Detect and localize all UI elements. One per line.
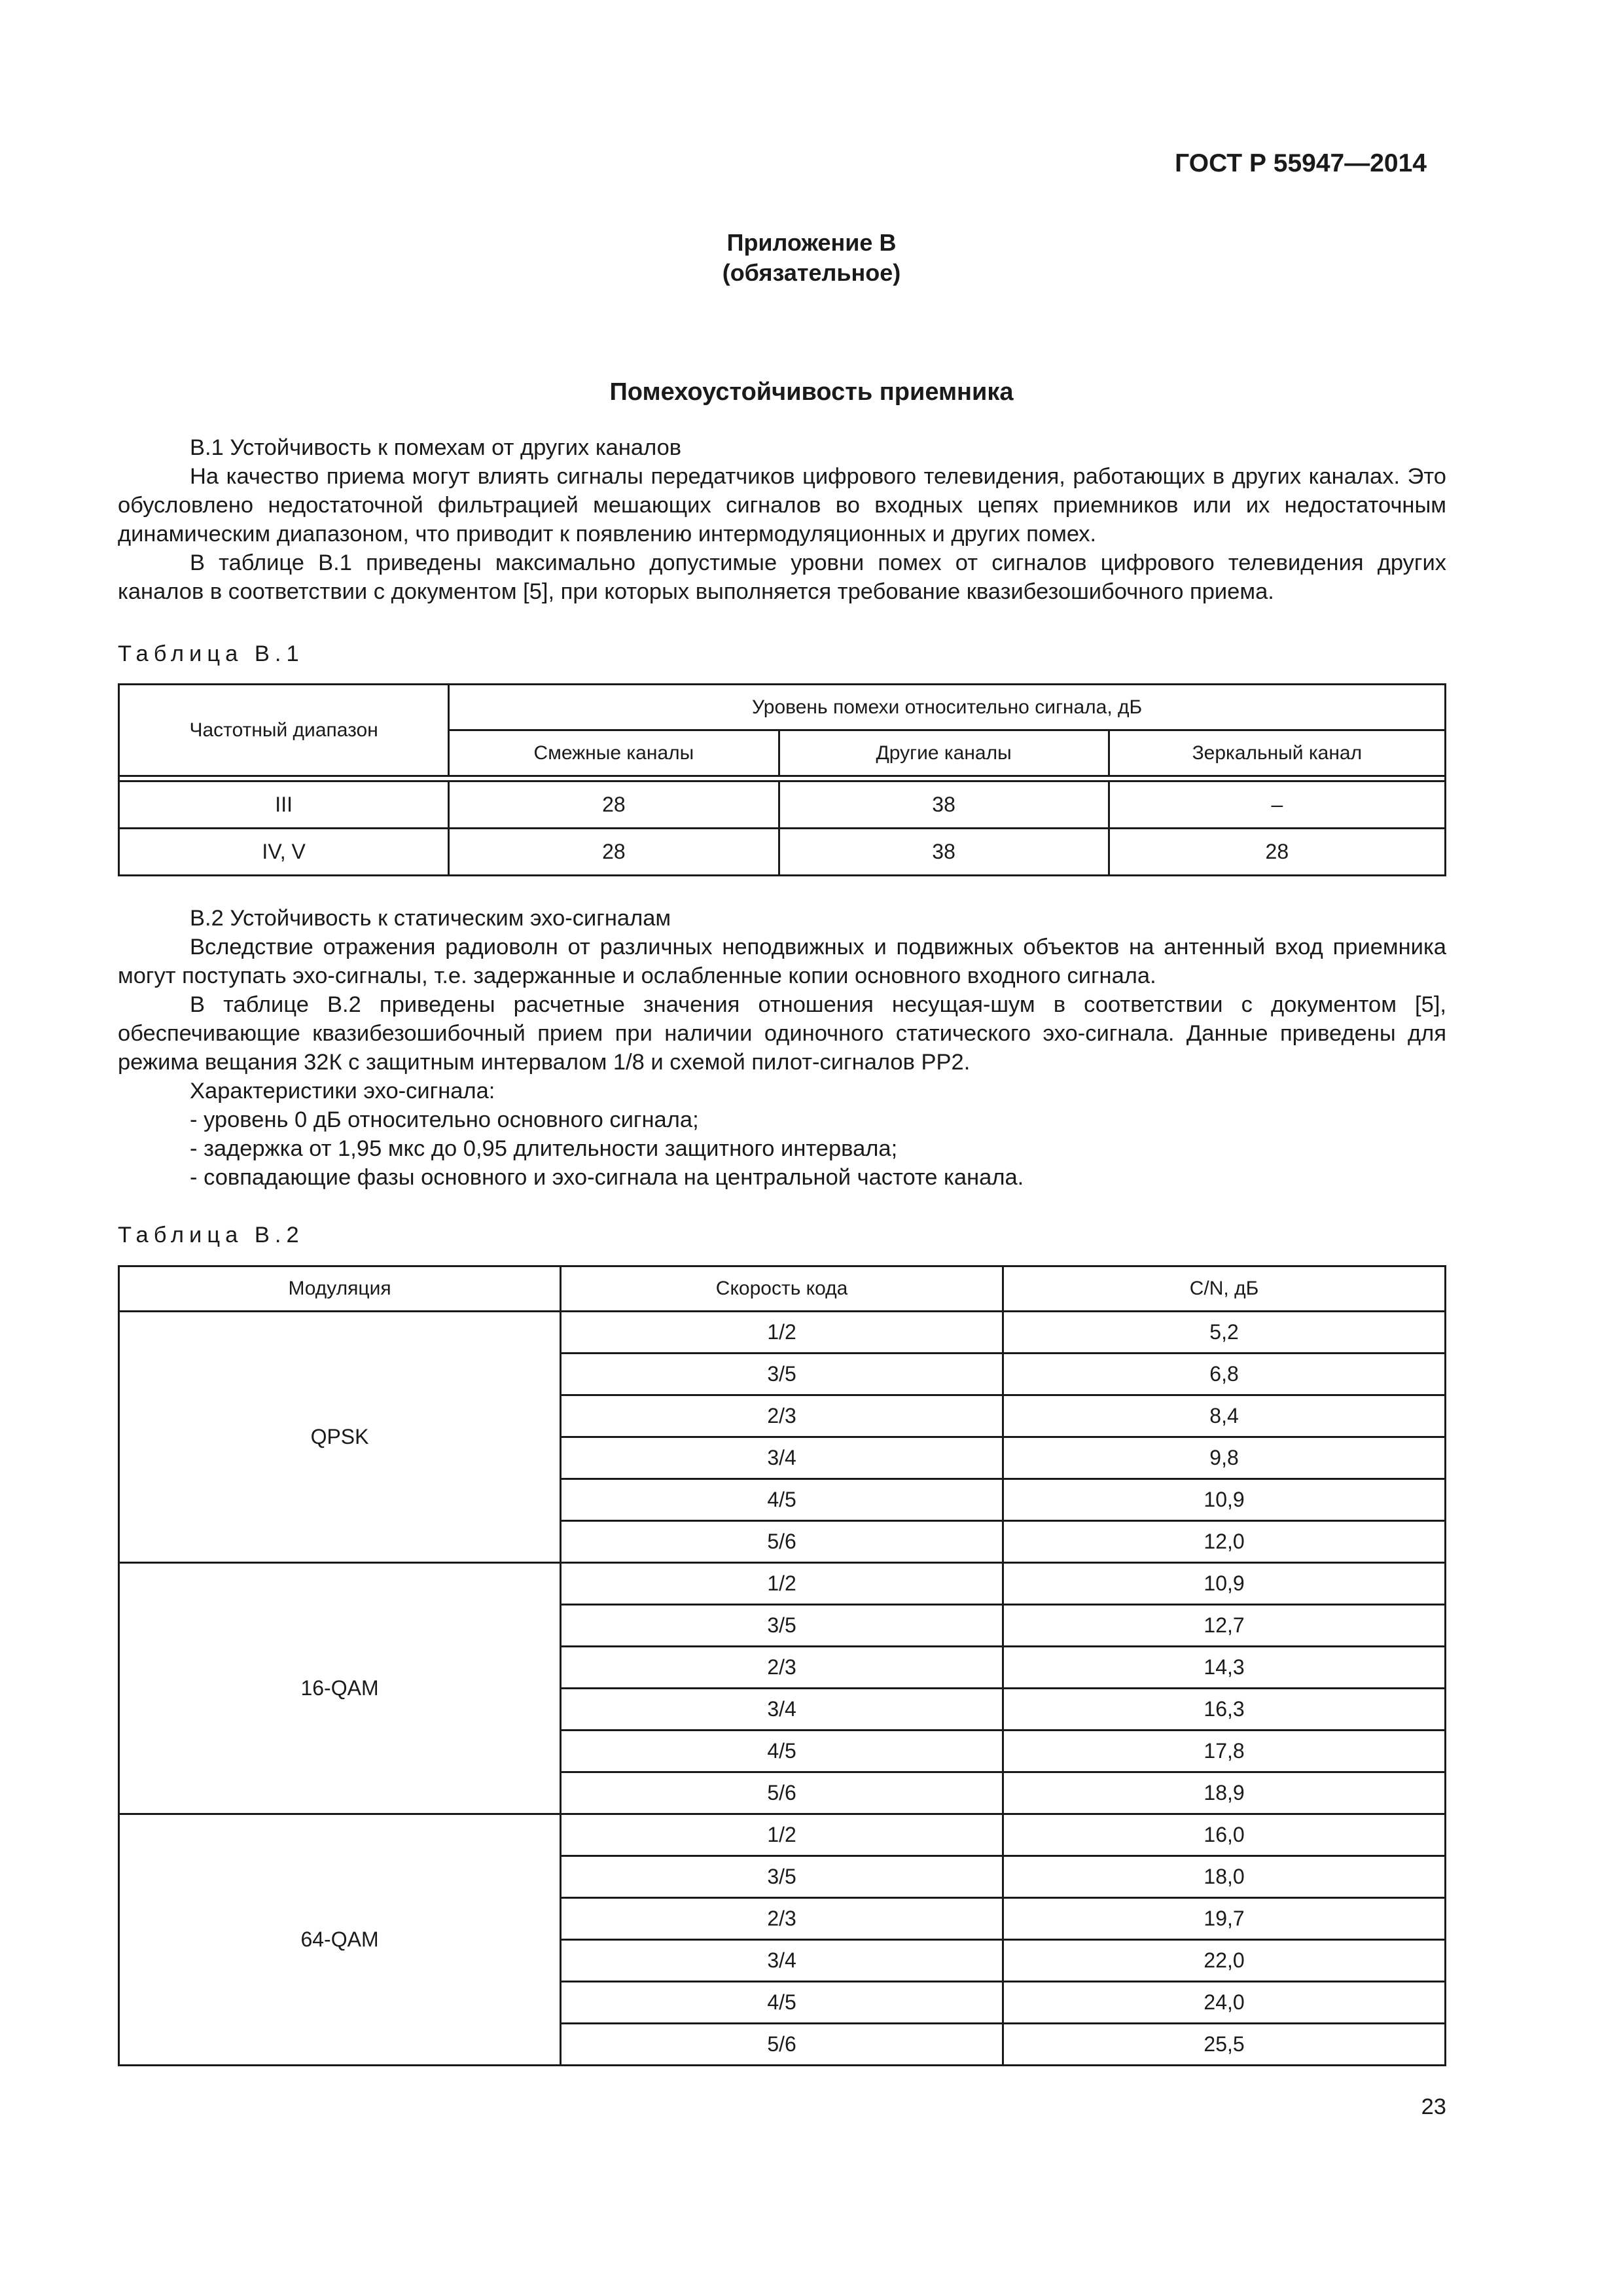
code-rate-cell: 5/6 [561,1772,1003,1814]
cn-cell: 24,0 [1003,1982,1446,2024]
section-b2-text [118,904,1446,1192]
table-b2-header-rate: Скорость кода [561,1266,1003,1312]
code-rate-cell: 3/5 [561,1856,1003,1898]
cn-cell: 12,7 [1003,1605,1446,1647]
code-rate-cell: 1/2 [561,1814,1003,1856]
cn-cell: 10,9 [1003,1563,1446,1605]
table-b1-header-range: Частотный диапазон [119,685,449,776]
cn-cell: 22,0 [1003,1940,1446,1982]
code-rate-cell: 4/5 [561,1731,1003,1772]
code-rate-cell: 2/3 [561,1647,1003,1689]
cn-cell: 19,7 [1003,1898,1446,1940]
table-row: III 28 38 – [119,781,1446,829]
code-rate-cell: 3/4 [561,1689,1003,1731]
table-b1-header-level: Уровень помехи относительно сигнала, дБ [449,685,1446,730]
annex-title: Приложение В [726,229,897,256]
section-title: Помехоустойчивость приемника [609,378,1014,406]
table-b2 [118,1265,1446,2066]
list-item: - уровень 0 дБ относительно основного сигнала; [190,1107,699,1132]
list-item: - совпадающие фазы основного и эхо-сигнала на центральной частоте канала. [190,1165,1024,1190]
code-rate-cell: 5/6 [561,1521,1003,1563]
document-code: ГОСТ Р 55947—2014 [1175,149,1427,177]
cn-cell: 5,2 [1003,1312,1446,1354]
cn-cell: 12,0 [1003,1521,1446,1563]
cn-cell: 14,3 [1003,1647,1446,1689]
code-rate-cell: 3/4 [561,1940,1003,1982]
section-b1-text [118,433,1446,606]
cn-cell: 17,8 [1003,1731,1446,1772]
table-b1-header-mirror: Зеркальный канал [1109,730,1445,776]
table-b2-caption: Таблица В.2 [118,1223,304,1247]
paragraph: На качество приема могут влиять сигналы передатчиков цифрового телевидения, работающих в других каналах. Это обусловлено недостаточной фильтрацией мешающих сигналов во входных цепях приемников или их недостаточным динамическим диапазоном, что приводит к появлению интермодуляционных и других помех. [118,464,1446,547]
code-rate-cell: 3/5 [561,1605,1003,1647]
page-number: 23 [1421,2094,1446,2119]
cn-cell: 16,0 [1003,1814,1446,1856]
clause-b1-heading: В.1 Устойчивость к помехам от других каналов [190,435,682,460]
cn-cell: 10,9 [1003,1479,1446,1521]
cn-cell: 18,0 [1003,1856,1446,1898]
table-b2-header-cn: C/N, дБ [1003,1266,1446,1312]
table-b1-header-other: Другие каналы [779,730,1109,776]
table-row [119,1312,1446,1354]
paragraph: Характеристики эхо-сигнала: [190,1079,495,1103]
cn-cell: 25,5 [1003,2024,1446,2066]
cn-cell: 8,4 [1003,1395,1446,1437]
code-rate-cell: 2/3 [561,1395,1003,1437]
table-b1-header-adjacent: Смежные каналы [449,730,779,776]
table-row [119,1814,1446,1856]
paragraph: В таблице В.2 приведены расчетные значения отношения несущая-шум в соответствии с документом [5], обеспечивающие квазибезошибочный прием при наличии одиночного статического эхо-сигнала. Данные приведены для режима вещания 32К с защитным интервалом 1/8 и схемой пилот-сигналов PP2. [118,992,1446,1075]
table-b1-caption: Таблица В.1 [118,641,304,666]
code-rate-cell: 4/5 [561,1982,1003,2024]
code-rate-cell: 5/6 [561,2024,1003,2066]
table-row [119,1563,1446,1605]
paragraph: Вследствие отражения радиоволн от различных неподвижных и подвижных объектов на антенный вход приемника могут поступать эхо-сигналы, т.е. задержанные и ослабленные копии основного входного сигнала. [118,935,1446,988]
list-item: - задержка от 1,95 мкс до 0,95 длительности защитного интервала; [190,1136,898,1161]
cn-cell: 9,8 [1003,1437,1446,1479]
table-b1 [118,683,1446,876]
modulation-cell: 64-QAM [119,1814,561,2066]
modulation-cell: QPSK [119,1312,561,1563]
annex-status: (обязательное) [722,259,901,286]
code-rate-cell: 3/4 [561,1437,1003,1479]
table-b2-header-modulation: Модуляция [119,1266,561,1312]
cn-cell: 16,3 [1003,1689,1446,1731]
code-rate-cell: 2/3 [561,1898,1003,1940]
cn-cell: 6,8 [1003,1354,1446,1395]
code-rate-cell: 1/2 [561,1563,1003,1605]
table-row: IV, V 28 38 28 [119,829,1446,876]
table-b2-body [119,1312,1446,2066]
clause-b2-heading: В.2 Устойчивость к статическим эхо-сигналам [190,906,671,931]
code-rate-cell: 1/2 [561,1312,1003,1354]
modulation-cell: 16-QAM [119,1563,561,1814]
paragraph: В таблице В.1 приведены максимально допустимые уровни помех от сигналов цифрового телевидения других каналов в соответствии с документом [5], при которых выполняется требование квазибезошибочного приема. [118,550,1446,604]
cn-cell: 18,9 [1003,1772,1446,1814]
code-rate-cell: 3/5 [561,1354,1003,1395]
code-rate-cell: 4/5 [561,1479,1003,1521]
